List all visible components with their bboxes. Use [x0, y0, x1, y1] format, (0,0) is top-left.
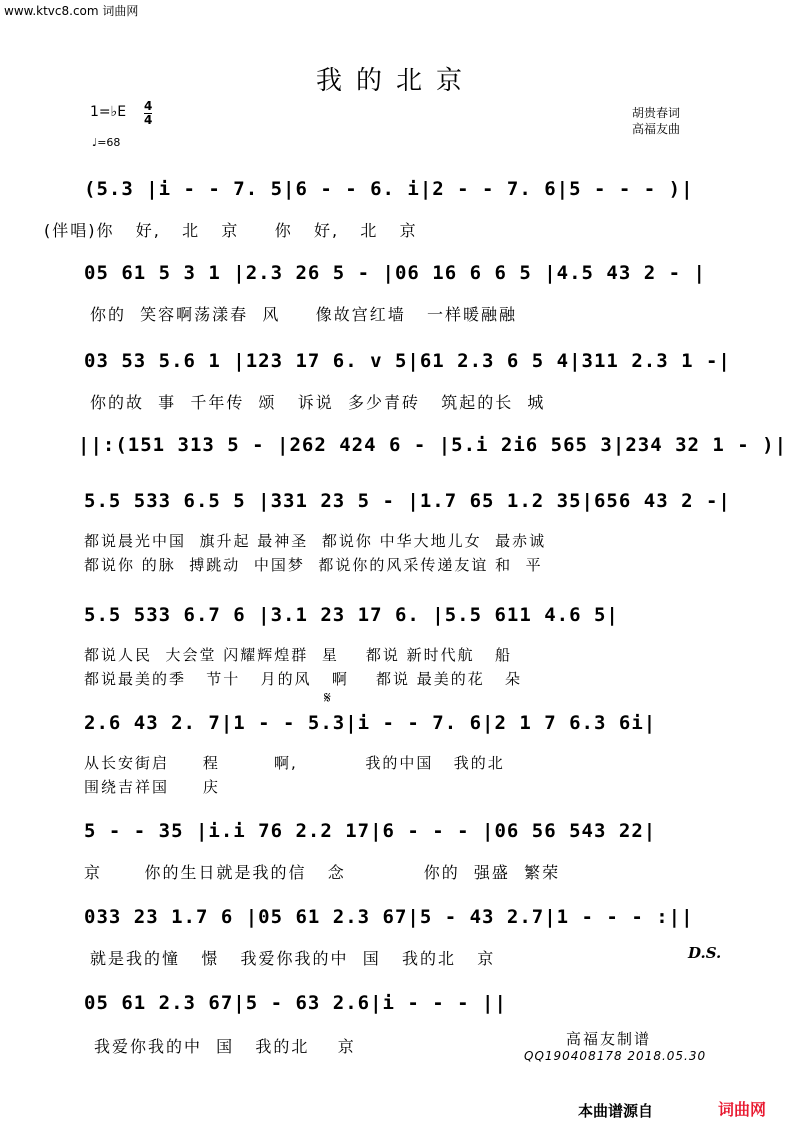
ds-mark: D.S.: [688, 944, 722, 962]
tempo-mark: ♩=68: [92, 136, 121, 149]
score-line-6: 5.5 533 6.7 6 |3.1 23 17 6. |5.5 611 4.6 5|: [84, 604, 619, 626]
lyricist: 胡贵春词: [632, 106, 681, 120]
site-url[interactable]: www.ktvc8.com 词曲网: [4, 4, 139, 18]
lyric-line-3: 你的故 事 千年传 颂 诉说 多少青砖 筑起的长 城: [90, 393, 546, 412]
composer: 高福友曲: [632, 122, 681, 136]
lyric-line-1: (伴唱)你 好, 北 京 你 好, 北 京: [44, 221, 418, 240]
score-line-9: 033 23 1.7 6 |05 61 2.3 67|5 - 43 2.7|1 - - - :||: [84, 906, 694, 928]
score-line-7: 2.6 43 2. 7|1 - - 5.3|i - - 7. 6|2 1 7 6.3 6i|: [84, 712, 657, 734]
lyric-line-8: 京 你的生日就是我的信 念 你的 强盛 繁荣: [84, 863, 561, 882]
song-title: 我的北京: [315, 66, 476, 96]
transcriber-credit: 高福友制谱: [566, 1030, 652, 1048]
time-sig-bottom: 4: [144, 113, 153, 127]
lyric-line-10: 我爱你我的中 国 我的北 京: [94, 1037, 356, 1056]
key-signature: 1=♭E: [90, 104, 127, 120]
score-line-1: (5.3 |i - - 7. 5|6 - - 6. i|2 - - 7. 6|5 - - - )|: [84, 178, 694, 200]
lyric-line-2: 你的 笑容啊荡漾春 风 像故宫红墙 一样暖融融: [90, 305, 518, 324]
lyric-line-7a: 从长安街启 程 啊, 我的中国 我的北: [84, 754, 505, 772]
segno-mark: 𝄋: [324, 688, 331, 707]
site-logo[interactable]: 词曲网: [718, 1100, 767, 1119]
score-line-3: 03 53 5.6 1 |123 17 6. v 5|61 2.3 6 5 4|311 2.3 1 -|: [84, 350, 731, 372]
lyric-line-6a: 都说人民 大会堂 闪耀辉煌群 星 都说 新时代航 船: [84, 646, 512, 664]
source-label: 本曲谱源自: [578, 1102, 654, 1120]
lyric-line-9: 就是我的憧 憬 我爱你我的中 国 我的北 京: [90, 949, 496, 968]
score-line-4: ||:(151 313 5 - |262 424 6 - |5.i 2i6 565 3|234 32 1 - )|: [78, 434, 788, 456]
score-line-8: 5 - - 35 |i.i 76 2.2 17|6 - - - |06 56 543 22|: [84, 820, 657, 842]
qq-date: QQ190408178 2018.05.30: [524, 1049, 707, 1063]
score-line-5: 5.5 533 6.5 5 |331 23 5 - |1.7 65 1.2 35|656 43 2 -|: [84, 490, 731, 512]
time-signature: [144, 100, 152, 127]
lyric-line-7b: 围绕吉祥国 庆: [84, 778, 220, 796]
lyric-line-5a: 都说晨光中国 旗升起 最神圣 都说你 中华大地儿女 最赤诚: [84, 532, 547, 550]
lyric-line-6b: 都说最美的季 节十 月的风 啊 都说 最美的花 朵: [84, 670, 523, 688]
lyric-line-5b: 都说你 的脉 搏跳动 中国梦 都说你的风采传递友谊 和 平: [84, 556, 543, 574]
score-line-2: 05 61 5 3 1 |2.3 26 5 - |06 16 6 6 5 |4.5 43 2 - |: [84, 262, 706, 284]
score-line-10: 05 61 2.3 67|5 - 63 2.6|i - - - ||: [84, 992, 507, 1014]
time-sig-top: 4: [144, 99, 153, 113]
